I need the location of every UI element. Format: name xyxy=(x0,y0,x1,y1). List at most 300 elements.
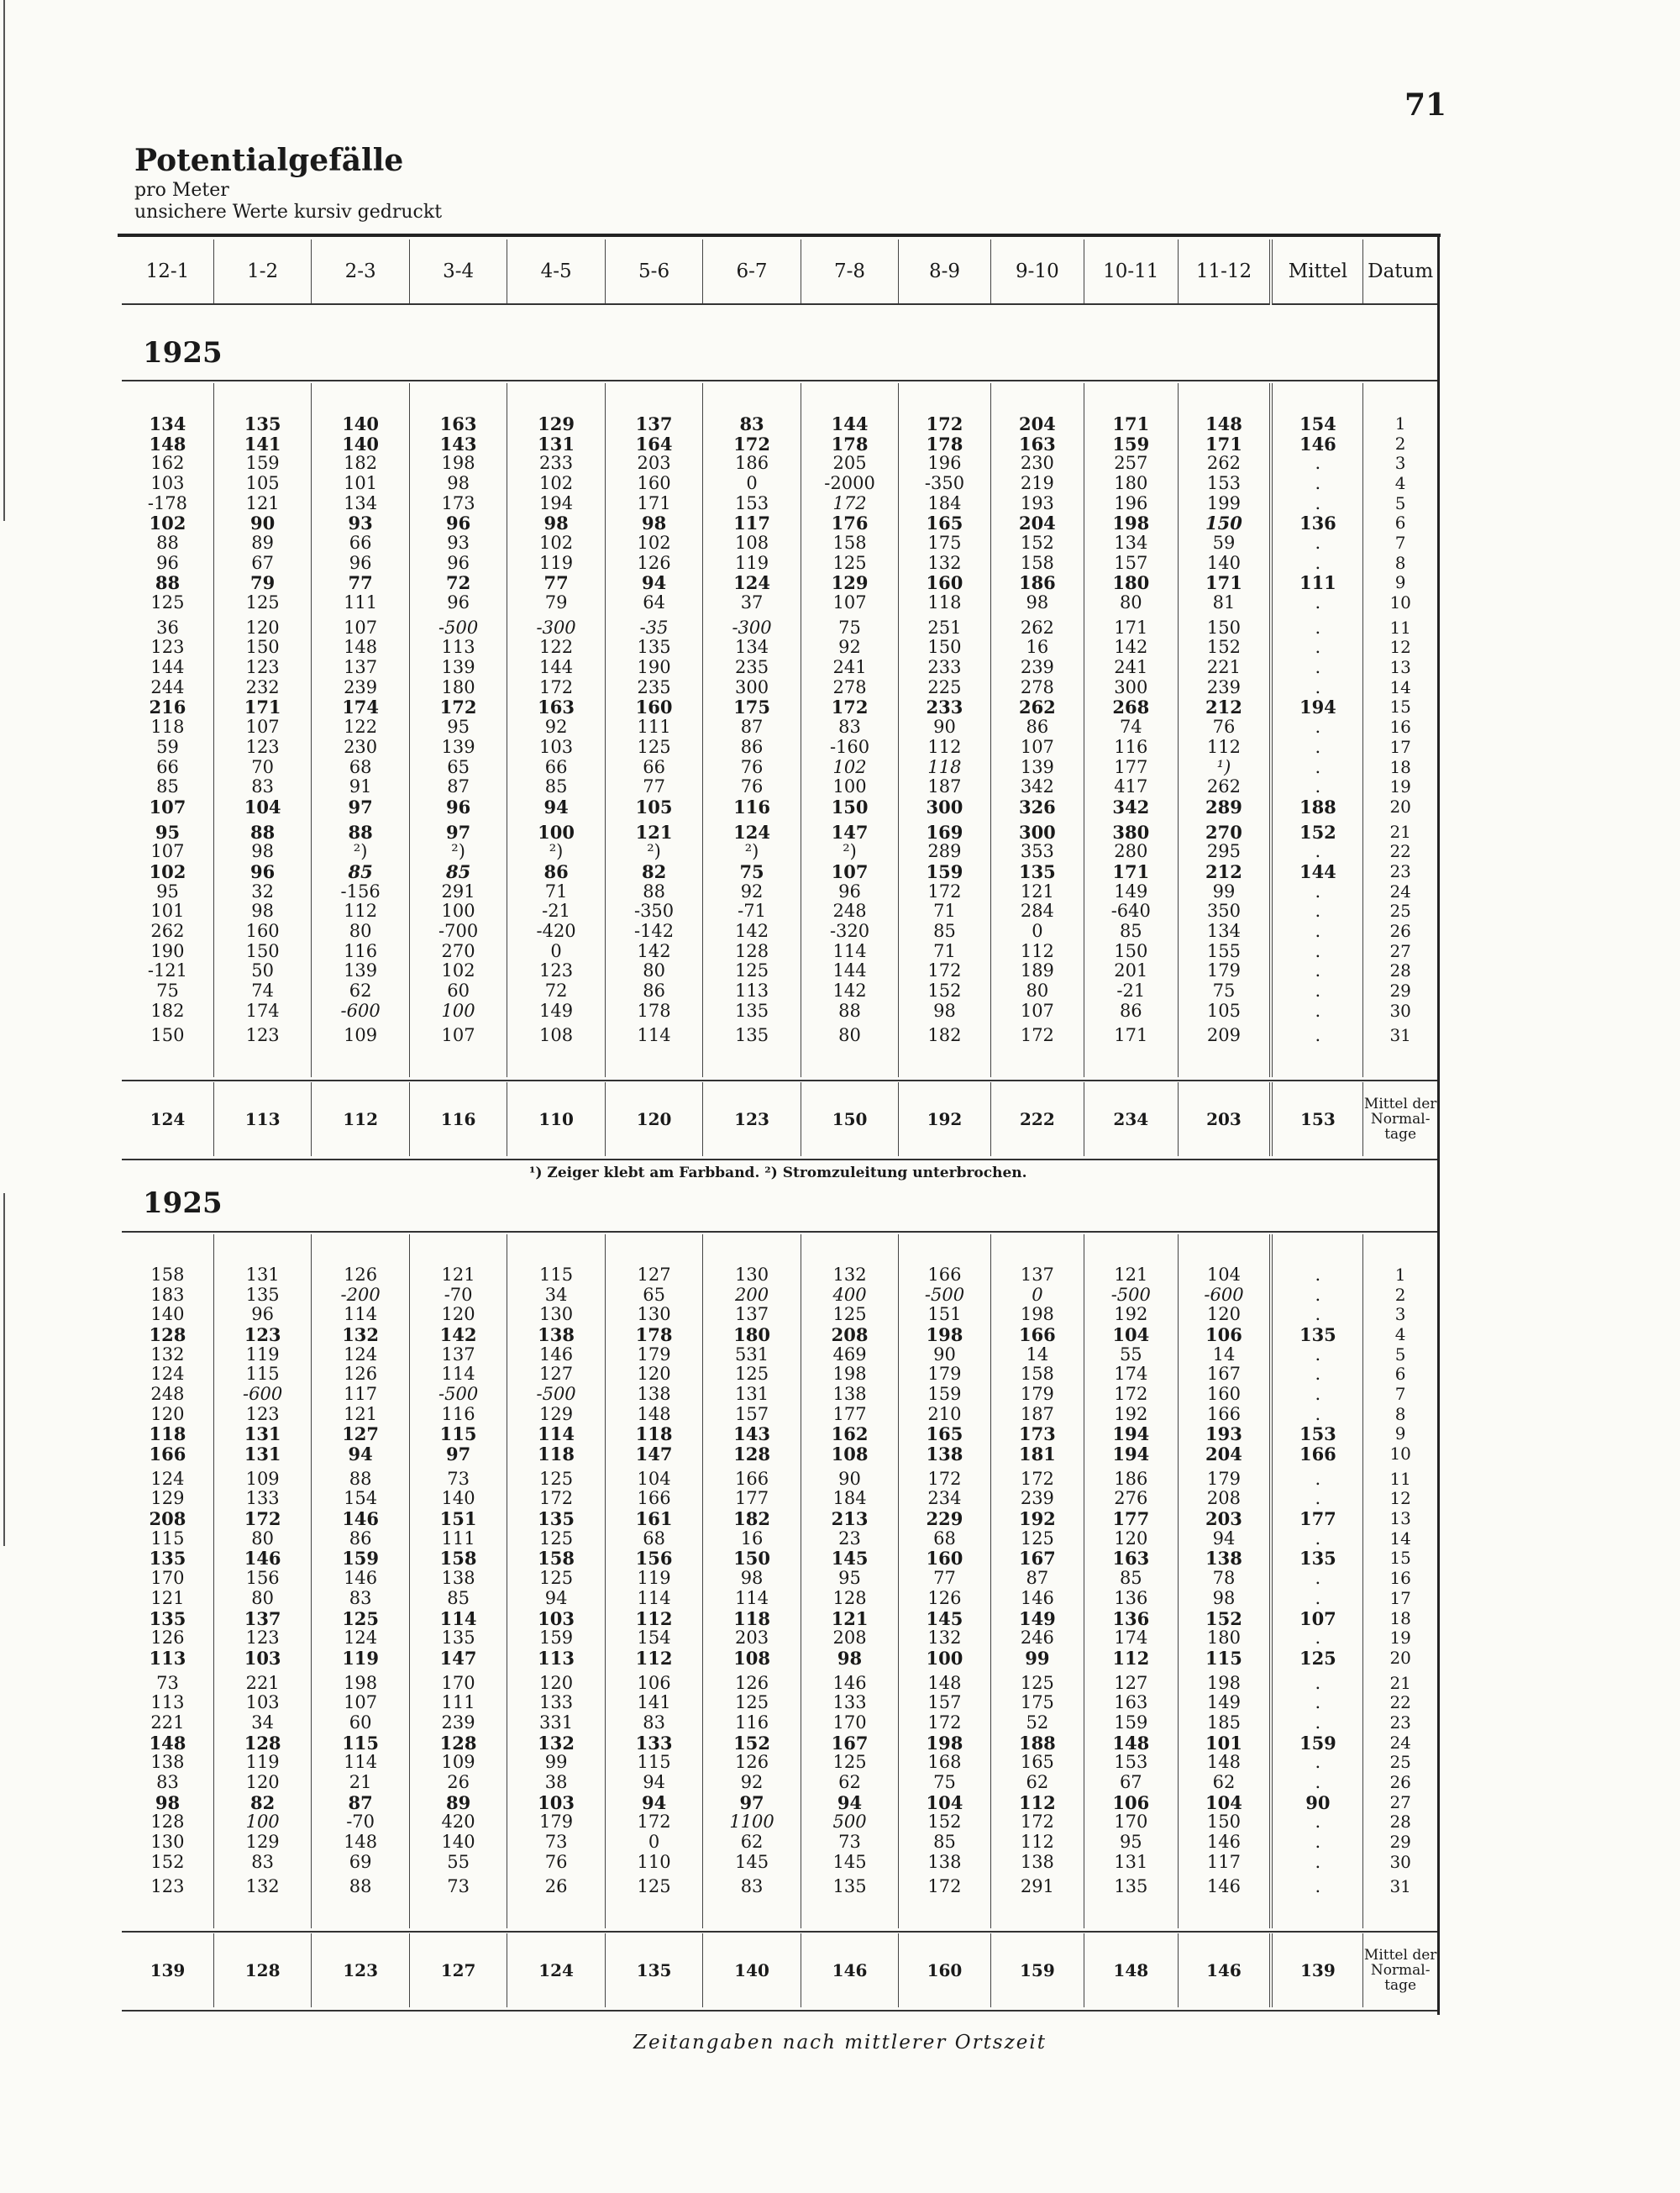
table-cell: 4 xyxy=(1394,472,1406,493)
table-cell: . xyxy=(1315,1488,1321,1509)
table-cell: 198 xyxy=(1112,513,1150,534)
table-cell: 152 xyxy=(927,981,962,1002)
table-cell: 107 xyxy=(149,796,186,818)
table-cell: 105 xyxy=(1206,1000,1242,1021)
table-cell: 241 xyxy=(832,657,867,678)
table-cell: 177 xyxy=(832,1403,867,1424)
column-1 xyxy=(122,383,213,1077)
table-cell: 82 xyxy=(641,860,667,882)
table-cell: 136 xyxy=(1114,1587,1148,1608)
table-cell: 124 xyxy=(344,1344,378,1365)
table-cell: 124 xyxy=(733,572,770,594)
table-cell: 15 xyxy=(1389,1548,1411,1569)
table-cell: 19 xyxy=(1389,776,1411,797)
table-cell: 168 xyxy=(927,1752,962,1773)
table-cell: 73 xyxy=(544,1832,568,1853)
table-cell: 119 xyxy=(245,1344,280,1365)
table-cell: 5 xyxy=(1394,1344,1406,1365)
table-cell: 80 xyxy=(1119,592,1142,613)
column-header: 5-6 xyxy=(605,239,702,304)
table-cell: 145 xyxy=(832,1851,867,1872)
table-cell: . xyxy=(1315,552,1321,573)
table-cell: 17 xyxy=(1389,1587,1411,1608)
table-cell: 137 xyxy=(635,413,673,434)
table-cell: 78 xyxy=(1212,1568,1236,1589)
mean-cell: 123 xyxy=(312,1933,409,2007)
table-cell: 173 xyxy=(1018,1423,1056,1445)
table-cell: 97 xyxy=(445,1444,471,1465)
table-cell: 159 xyxy=(1114,1712,1148,1733)
table-cell: 94 xyxy=(837,1791,863,1813)
table-cell: 163 xyxy=(1018,433,1056,455)
column-4 xyxy=(409,383,507,1077)
table-cell: 150 xyxy=(150,1025,185,1046)
column-4 xyxy=(409,1234,507,1928)
table-cell: 172 xyxy=(1020,1025,1054,1046)
table-cell: 88 xyxy=(349,1468,372,1489)
table-cell: 119 xyxy=(637,1568,671,1589)
table-cell: 111 xyxy=(637,717,671,738)
column-3 xyxy=(312,1234,409,1928)
table-cell: 94 xyxy=(348,1444,373,1465)
table-cell: 125 xyxy=(637,1876,671,1897)
table-cell: 216 xyxy=(149,697,186,718)
column-2 xyxy=(213,383,311,1077)
table-cell: -350 xyxy=(924,472,965,493)
table-cell: 196 xyxy=(1114,492,1148,513)
table-cell: 135 xyxy=(735,1025,769,1046)
table-cell: 65 xyxy=(643,1284,665,1305)
table-cell: -500 xyxy=(1110,1284,1151,1305)
table-cell: . xyxy=(1315,1851,1321,1872)
table-cell: 175 xyxy=(927,532,962,553)
column-header: 10-11 xyxy=(1084,239,1178,304)
table-cell: 108 xyxy=(831,1444,869,1465)
table-cell: 104 xyxy=(1205,1791,1242,1813)
table-cell: 210 xyxy=(927,1403,962,1424)
table-cell: 140 xyxy=(342,413,380,434)
table-cell: 25 xyxy=(1389,901,1411,922)
table-cell: 262 xyxy=(1020,617,1054,638)
table-cell: 116 xyxy=(1114,736,1148,757)
table-cell: 138 xyxy=(441,1568,475,1589)
table-cell: 190 xyxy=(637,657,671,678)
table-cell: . xyxy=(1315,657,1321,678)
table-cell: 142 xyxy=(637,940,671,961)
table-cell: 154 xyxy=(637,1628,671,1649)
table-cell: 291 xyxy=(1020,1876,1054,1897)
table-cell: 157 xyxy=(1114,552,1148,573)
column-12 xyxy=(1178,383,1271,1077)
table-cell: 149 xyxy=(1018,1607,1056,1629)
column-2 xyxy=(213,1234,311,1928)
column-10 xyxy=(990,383,1084,1077)
table-cell: 172 xyxy=(439,697,477,718)
table-cell: 187 xyxy=(1020,1403,1054,1424)
table-cell: 160 xyxy=(1206,1383,1242,1404)
table-cell: 67 xyxy=(1119,1772,1142,1793)
table-cell: 79 xyxy=(544,592,568,613)
table-cell: 142 xyxy=(735,921,769,942)
table-cell: 127 xyxy=(342,1423,380,1445)
table-cell: 112 xyxy=(1018,1791,1056,1813)
table-cell: 157 xyxy=(735,1403,769,1424)
table-cell: 400 xyxy=(832,1284,867,1305)
table-cell: 107 xyxy=(1299,1607,1336,1629)
table-cell: 150 xyxy=(245,637,280,658)
table-cell: 92 xyxy=(740,1772,764,1793)
table-cell: 77 xyxy=(348,572,373,594)
table-cell: 148 xyxy=(927,1672,962,1693)
table-cell: 13 xyxy=(1389,1508,1411,1529)
table-cell: 280 xyxy=(1114,841,1148,862)
table-cell: 165 xyxy=(1020,1752,1054,1773)
table-cell: 27 xyxy=(1389,1791,1411,1812)
table-cell: 132 xyxy=(150,1344,185,1365)
table-cell: 229 xyxy=(926,1508,963,1530)
table-cell: 146 xyxy=(1206,1832,1242,1853)
table-cell: 14 xyxy=(1389,1528,1411,1549)
table-cell: 83 xyxy=(251,1851,274,1872)
table-cell: 289 xyxy=(1205,796,1242,818)
table-cell: 30 xyxy=(1389,1000,1411,1021)
table-cell: 141 xyxy=(637,1692,671,1713)
table-cell: . xyxy=(1315,617,1321,638)
table-cell: 83 xyxy=(740,1876,764,1897)
table-cell: 158 xyxy=(538,1548,575,1570)
section2-year: 1925 xyxy=(143,1186,223,1220)
table-cell: 134 xyxy=(149,413,186,434)
table-cell: 62 xyxy=(838,1772,861,1793)
table-cell: . xyxy=(1315,717,1321,738)
table-cell: 112 xyxy=(1020,940,1054,961)
table-cell: 7 xyxy=(1394,532,1406,553)
table-cell: 108 xyxy=(539,1025,574,1046)
table-cell: 163 xyxy=(1114,1692,1148,1713)
table-cell: 100 xyxy=(441,1000,475,1021)
table-cell: 7 xyxy=(1394,1383,1406,1404)
table-cell: 175 xyxy=(733,697,770,718)
table-cell: 115 xyxy=(539,1264,574,1285)
table-cell: 85 xyxy=(348,860,373,882)
table-cell: 152 xyxy=(733,1732,770,1754)
table-cell: 262 xyxy=(1206,776,1242,797)
table-cell: 25 xyxy=(1389,1752,1411,1773)
table-cell: 118 xyxy=(927,756,962,777)
table-cell: 104 xyxy=(1206,1264,1242,1285)
table-cell: 136 xyxy=(1299,513,1336,534)
table-cell: 125 xyxy=(1020,1672,1054,1693)
table-cell: 120 xyxy=(1114,1528,1148,1549)
table-cell: 124 xyxy=(150,1364,185,1385)
table-cell: 123 xyxy=(244,1323,281,1345)
table-cell: 235 xyxy=(637,676,671,697)
table-cell: 86 xyxy=(1026,717,1049,738)
table-cell: 300 xyxy=(1114,676,1148,697)
table-cell: 121 xyxy=(344,1403,378,1424)
table-cell: 76 xyxy=(740,776,764,797)
table-cell: 152 xyxy=(1299,821,1336,843)
table-cell: 80 xyxy=(643,960,665,981)
table-cell: 198 xyxy=(1020,1304,1054,1325)
table-cell: -640 xyxy=(1110,901,1151,922)
table-cell: -700 xyxy=(438,921,479,942)
table-cell: 0 xyxy=(1032,921,1043,942)
table-cell: 103 xyxy=(538,1791,575,1813)
table-cell: 158 xyxy=(1020,552,1054,573)
table-cell: 111 xyxy=(441,1528,475,1549)
table-cell: 188 xyxy=(1018,1732,1056,1754)
table-cell: 132 xyxy=(927,1628,962,1649)
mean-cell: 124 xyxy=(507,1933,605,2007)
table-cell: 159 xyxy=(245,453,280,474)
table-cell: 163 xyxy=(439,413,477,434)
table-cell: 174 xyxy=(342,697,380,718)
table-cell: . xyxy=(1315,1568,1321,1589)
table-cell: 198 xyxy=(1206,1672,1242,1693)
table-cell: 75 xyxy=(838,617,861,638)
table-cell: 123 xyxy=(245,1403,280,1424)
table-cell: 182 xyxy=(150,1000,185,1021)
table-cell: 179 xyxy=(1206,960,1242,981)
table-cell: 169 xyxy=(926,821,963,843)
table-cell: 221 xyxy=(150,1712,185,1733)
table-cell: 146 xyxy=(244,1548,281,1570)
table-cell: 128 xyxy=(733,1444,770,1465)
table-cell: 85 xyxy=(1119,921,1142,942)
table-cell: 99 xyxy=(544,1752,568,1773)
table-cell: 115 xyxy=(150,1528,185,1549)
table-cell: 113 xyxy=(149,1647,186,1669)
table-cell: 138 xyxy=(150,1752,185,1773)
table-cell: 114 xyxy=(344,1304,378,1325)
table-cell: 158 xyxy=(832,532,867,553)
table-cell: 148 xyxy=(1205,413,1242,434)
table-cell: 108 xyxy=(733,1647,770,1669)
table-cell: 133 xyxy=(245,1488,280,1509)
table-cell: 221 xyxy=(1206,657,1242,678)
table-cell: 166 xyxy=(1206,1403,1242,1424)
table-cell: . xyxy=(1315,1344,1321,1365)
table-cell: 177 xyxy=(1299,1508,1336,1530)
table-cell: 146 xyxy=(1299,433,1336,455)
table-cell: 26 xyxy=(447,1772,470,1793)
table-cell: . xyxy=(1315,472,1321,493)
table-cell: 141 xyxy=(244,433,281,455)
table-cell: 326 xyxy=(1018,796,1056,818)
table-cell: 230 xyxy=(1020,453,1054,474)
table-cell: 118 xyxy=(927,592,962,613)
column-13 xyxy=(1271,1234,1362,1928)
table-cell: 22 xyxy=(1389,1692,1411,1713)
table-cell: 148 xyxy=(1112,1732,1150,1754)
table-cell: 1100 xyxy=(729,1812,774,1833)
section2-table xyxy=(122,1234,1437,1928)
subtitle-unit: pro Meter xyxy=(134,180,229,201)
table-cell: 203 xyxy=(637,453,671,474)
table-cell: 160 xyxy=(926,572,963,594)
table-cell: 98 xyxy=(251,841,274,862)
table-cell: 126 xyxy=(735,1752,769,1773)
table-cell: 417 xyxy=(1114,776,1148,797)
footnote: ¹) Zeiger klebt am Farbband. ²) Stromzuleitung unterbrochen. xyxy=(529,1165,1027,1181)
table-cell: -500 xyxy=(536,1383,576,1404)
table-cell: 93 xyxy=(447,532,470,553)
table-cell: 73 xyxy=(447,1876,470,1897)
table-cell: . xyxy=(1315,756,1321,777)
table-cell: . xyxy=(1315,940,1321,961)
table-cell: 75 xyxy=(739,860,764,882)
table-cell: 95 xyxy=(155,821,181,843)
table-cell: 119 xyxy=(342,1647,380,1669)
table-cell: 79 xyxy=(250,572,276,594)
table-cell: 62 xyxy=(740,1832,764,1853)
table-cell: 115 xyxy=(439,1423,477,1445)
table-cell: 131 xyxy=(1114,1851,1148,1872)
table-cell: -300 xyxy=(732,617,772,638)
table-cell: 95 xyxy=(1119,1832,1142,1853)
table-cell: 134 xyxy=(735,637,769,658)
table-cell: 157 xyxy=(927,1692,962,1713)
table-cell: 14 xyxy=(1026,1344,1049,1365)
table-cell: 152 xyxy=(927,1812,962,1833)
table-cell: 127 xyxy=(539,1364,574,1385)
mean-cell: 150 xyxy=(801,1082,898,1156)
table-cell: 24 xyxy=(1389,1732,1411,1753)
table-cell: 88 xyxy=(348,821,373,843)
table-cell: 128 xyxy=(244,1732,281,1754)
table-cell: 113 xyxy=(735,981,769,1002)
table-cell: 142 xyxy=(439,1323,477,1345)
table-cell: 98 xyxy=(837,1647,863,1669)
table-cell: 95 xyxy=(838,1568,861,1589)
table-cell: 158 xyxy=(1020,1364,1054,1385)
table-cell: 120 xyxy=(245,1772,280,1793)
column-header: 4-5 xyxy=(507,239,605,304)
table-cell: 98 xyxy=(1026,592,1049,613)
table-cell: 128 xyxy=(439,1732,477,1754)
table-cell: 172 xyxy=(832,492,867,513)
table-cell: 76 xyxy=(740,756,764,777)
column-11 xyxy=(1084,383,1178,1077)
table-cell: 173 xyxy=(441,492,475,513)
table-cell: 158 xyxy=(439,1548,477,1570)
column-13 xyxy=(1271,383,1362,1077)
table-cell: 94 xyxy=(544,1587,568,1608)
table-cell: 148 xyxy=(344,637,378,658)
table-cell: 86 xyxy=(740,736,764,757)
table-cell: 158 xyxy=(150,1264,185,1285)
table-cell: 166 xyxy=(637,1488,671,1509)
table-cell: 124 xyxy=(733,821,770,843)
table-cell: 147 xyxy=(439,1647,477,1669)
table-cell: 107 xyxy=(344,617,378,638)
table-cell: 295 xyxy=(1206,841,1242,862)
table-cell: 262 xyxy=(1206,453,1242,474)
table-cell: 89 xyxy=(251,532,274,553)
table-cell: 159 xyxy=(927,1383,962,1404)
mean-cell: 116 xyxy=(409,1082,507,1156)
table-cell: 148 xyxy=(149,1732,186,1754)
table-cell: 278 xyxy=(832,676,867,697)
table-cell: 147 xyxy=(831,821,869,843)
table-cell: 183 xyxy=(150,1284,185,1305)
table-cell: 235 xyxy=(735,657,769,678)
table-cell: 179 xyxy=(539,1812,574,1833)
section1-year: 1925 xyxy=(143,336,223,370)
table-cell: 86 xyxy=(543,860,569,882)
table-cell: 133 xyxy=(539,1692,574,1713)
table-cell: 420 xyxy=(441,1812,475,1833)
column-8 xyxy=(801,1234,898,1928)
table-cell: -35 xyxy=(639,617,669,638)
table-cell: 94 xyxy=(643,1772,665,1793)
table-cell: 131 xyxy=(245,1264,280,1285)
table-cell: 135 xyxy=(245,1284,280,1305)
table-cell: 103 xyxy=(539,736,574,757)
table-cell: 80 xyxy=(251,1528,274,1549)
table-cell: 102 xyxy=(539,472,574,493)
table-cell: 244 xyxy=(150,676,185,697)
table-cell: 138 xyxy=(926,1444,963,1465)
table-cell: 164 xyxy=(635,433,673,455)
table-cell: 98 xyxy=(933,1000,956,1021)
table-cell: 239 xyxy=(1020,657,1054,678)
table-cell: 128 xyxy=(832,1587,867,1608)
table-cell: 114 xyxy=(344,1752,378,1773)
table-cell: . xyxy=(1315,1264,1321,1285)
table-cell: 198 xyxy=(926,1323,963,1345)
table-cell: 154 xyxy=(344,1488,378,1509)
table-cell: 125 xyxy=(539,1568,574,1589)
table-cell: 138 xyxy=(1205,1548,1242,1570)
section1-means xyxy=(122,1082,1437,1156)
column-header: 11-12 xyxy=(1178,239,1271,304)
table-cell: 159 xyxy=(926,860,963,882)
table-cell: 181 xyxy=(1018,1444,1056,1465)
table-cell: . xyxy=(1315,1832,1321,1853)
table-cell: -21 xyxy=(1116,981,1146,1002)
table-cell: -300 xyxy=(536,617,576,638)
table-cell: 37 xyxy=(740,592,764,613)
table-cell: 262 xyxy=(1018,697,1056,718)
section1-mean-rule xyxy=(122,1080,1437,1081)
table-cell: -21 xyxy=(542,901,570,922)
table-cell: 71 xyxy=(933,940,956,961)
table-cell: 85 xyxy=(445,860,471,882)
table-cell: 76 xyxy=(544,1851,568,1872)
table-cell: 111 xyxy=(441,1692,475,1713)
table-cell: 145 xyxy=(926,1607,963,1629)
table-cell: 192 xyxy=(1018,1508,1056,1530)
table-cell: 194 xyxy=(1299,697,1336,718)
table-cell: 11 xyxy=(1389,617,1411,638)
table-cell: 88 xyxy=(349,1876,372,1897)
table-cell: 121 xyxy=(1020,881,1054,902)
table-cell: 246 xyxy=(1020,1628,1054,1649)
table-cell: -121 xyxy=(147,960,188,981)
table-cell: . xyxy=(1315,960,1321,981)
table-cell: 152 xyxy=(150,1851,185,1872)
table-cell: 72 xyxy=(445,572,471,594)
table-cell: 171 xyxy=(637,492,671,513)
table-cell: 153 xyxy=(1114,1752,1148,1773)
table-cell: . xyxy=(1315,1528,1321,1549)
table-cell: 97 xyxy=(348,796,373,818)
table-cell: 104 xyxy=(244,796,281,818)
table-cell: 138 xyxy=(927,1851,962,1872)
table-cell: 233 xyxy=(539,453,574,474)
